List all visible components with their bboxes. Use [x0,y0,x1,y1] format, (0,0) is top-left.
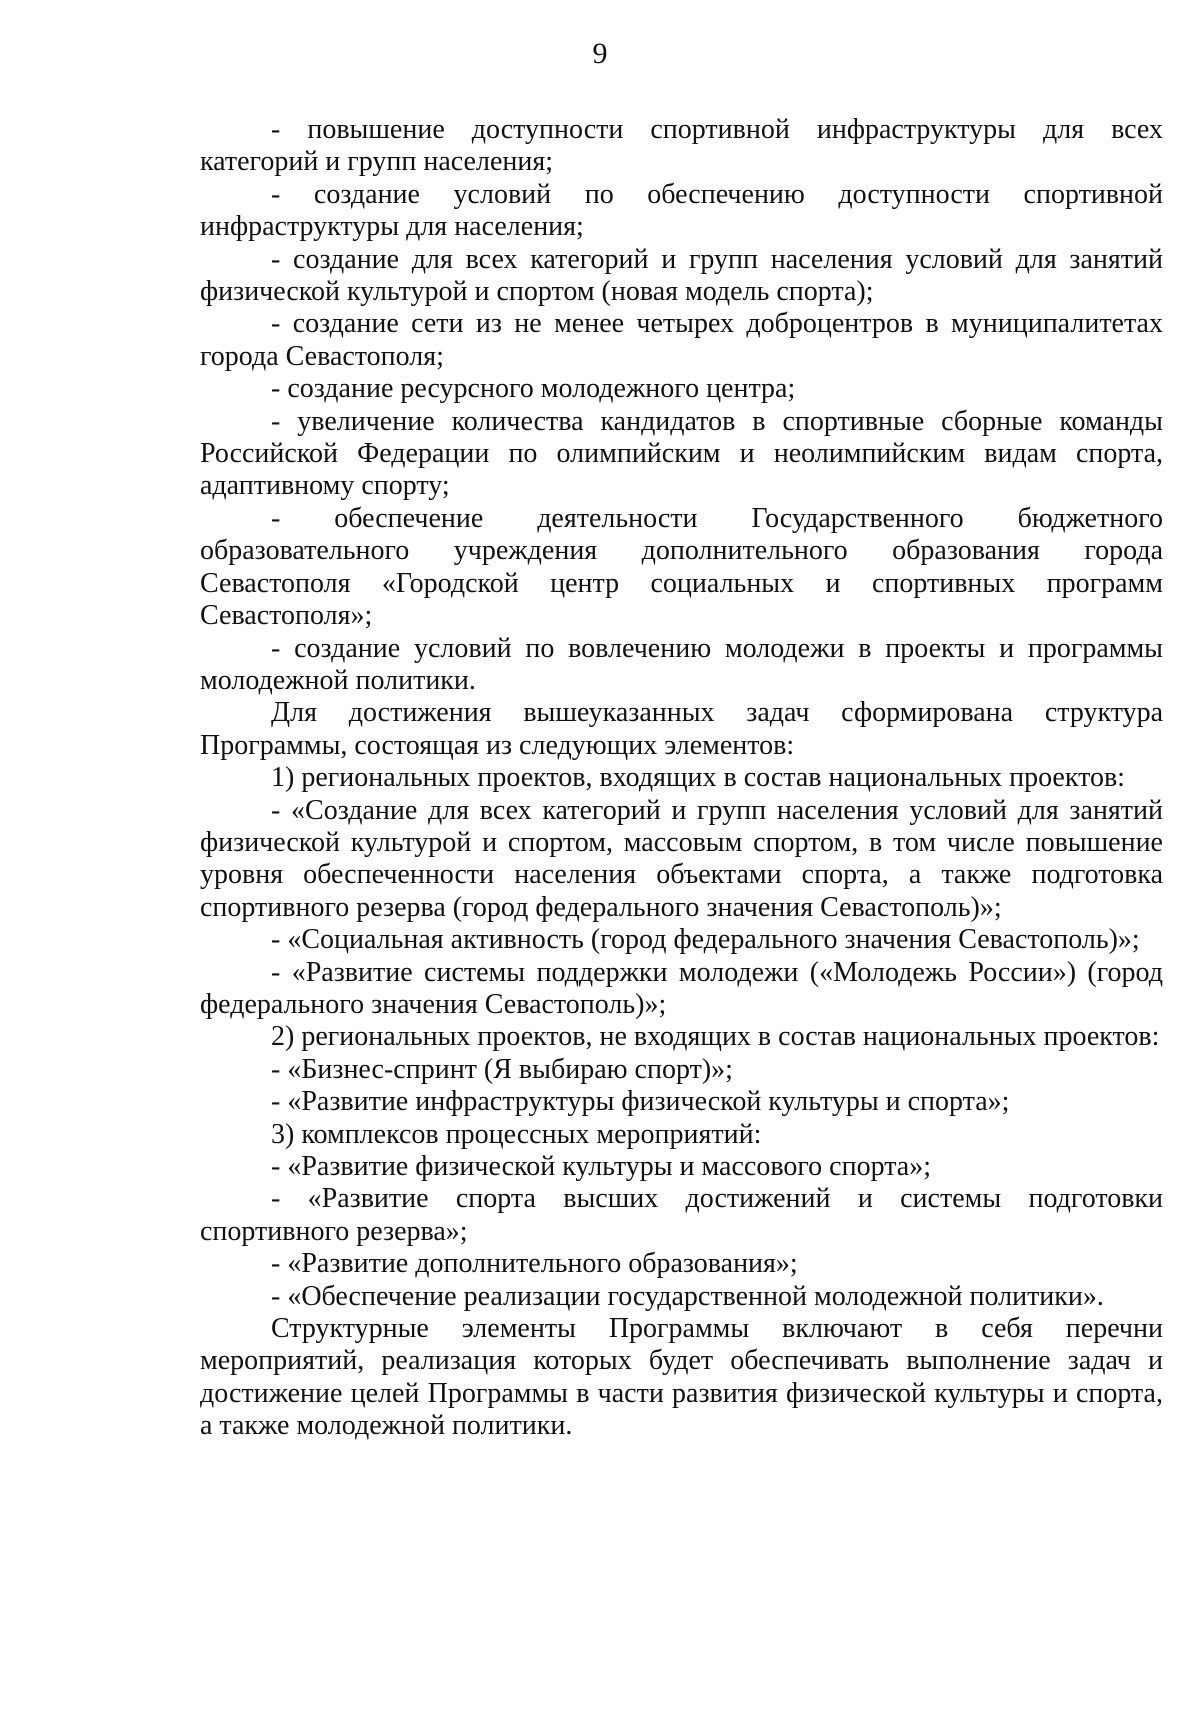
paragraph: Структурные элементы Программы включают в себя перечни мероприятий, реализация которых будет обеспечивать выполнение задач и достижение целей Программы в части развития физической культуры и спорта, а также молодежной политики. [200,1313,1163,1442]
paragraph: - «Обеспечение реализации государственной молодежной политики». [271,1280,1104,1312]
paragraph: - «Развитие системы поддержки молодежи («Молодежь России») (город федерального значения Севастополь)»; [200,956,1163,1020]
paragraph: 3) комплексов процессных мероприятий: [271,1118,762,1150]
paragraph: - «Развитие спорта высших достижений и системы подготовки спортивного резерва»; [200,1183,1163,1247]
paragraph: 1) региональных проектов, входящих в состав национальных проектов: [271,762,1125,794]
paragraph: - повышение доступности спортивной инфраструктуры для всех категорий и групп населения; [200,114,1163,178]
paragraph: - обеспечение деятельности Государственного бюджетного образовательного учреждения дополнительного образования города Севастополя «Городской центр социальных и спортивных программ Севастополя»; [200,502,1163,632]
paragraph: - «Социальная активность (город федерального значения Севастополь)»; [271,924,1140,956]
document-body [200,114,1163,1443]
paragraph: - создание условий по вовлечению молодежи в проекты и программы молодежной политики. [200,632,1163,696]
paragraph: - увеличение количества кандидатов в спортивные сборные команды Российской Федерации по олимпийским и неолимпийским видам спорта, адаптивному спорту; [200,405,1163,502]
page-number: 9 [592,37,608,70]
paragraph: - «Развитие дополнительного образования»; [271,1248,798,1280]
paragraph: - создание условий по обеспечению доступности спортивной инфраструктуры для населения; [200,178,1163,243]
paragraph: - создание для всех категорий и групп населения условий для занятий физической культурой и спортом (новая модель спорта); [200,243,1163,308]
paragraph: - «Бизнес-спринт (Я выбираю спорт)»; [271,1053,733,1085]
paragraph: 2) региональных проектов, не входящих в состав национальных проектов: [271,1021,1160,1053]
paragraph: Для достижения вышеуказанных задач сформирована структура Программы, состоящая из следующих элементов: [200,697,1163,761]
paragraph: - «Развитие инфраструктуры физической культуры и спорта»; [271,1086,1010,1118]
paragraph: - создание ресурсного молодежного центра; [271,373,796,405]
paragraph: - «Создание для всех категорий и групп населения условий для занятий физической культурой и спортом, массовым спортом, в том числе повышение уровня обеспеченности населения объектами спорта, а также подготовка спортивного резерва (город федерального значения Севастополь)»; [200,794,1163,923]
paragraph: - «Развитие физической культуры и массового спорта»; [271,1151,931,1182]
paragraph: - создание сети из не менее четырех доброцентров в муниципалитетах города Севастополя; [200,308,1163,372]
